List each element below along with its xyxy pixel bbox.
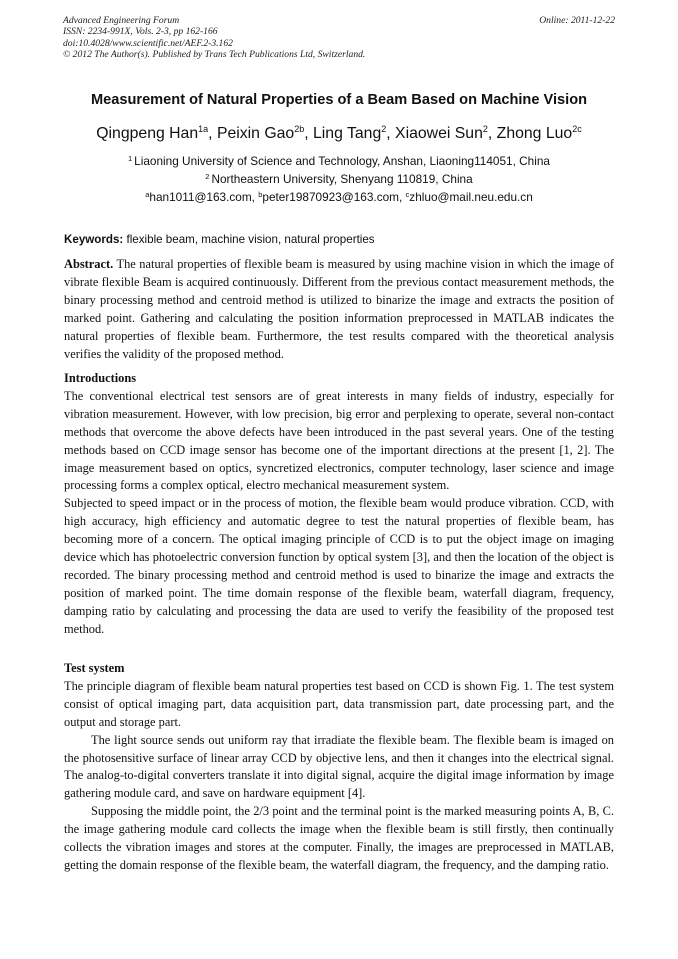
author: Zhong Luo$^{2c}$ [496,124,582,142]
journal-name: Advanced Engineering Forum [63,15,180,26]
abstract [64,256,614,363]
author: Qingpeng Han$^{1a}$, [96,124,217,142]
paragraph: Supposing the middle point, the 2/3 point and the terminal point is the marked measuring points A, B, C. the image gathering module card collects the image when the flexible beam is still firstly, then continually collects the vibration images and stores at the computer. Finally, the images are preprocessed in MATLAB, getting the domain response of the flexible beam, the waterfall diagram, the frequency, and the damping ratio. [64,804,614,872]
section-introductions [64,370,614,639]
affiliation-1: $^1$ Liaoning University of Science and Technology, Anshan, Liaoning114051, China [128,154,550,168]
author: Peixin Gao$^{2b}$, [216,124,314,142]
journal-header [63,15,615,60]
affiliation-2: $^2$ Northeastern University, Shenyang 110819, China [205,172,473,186]
paragraph: The light source sends out uniform ray that irradiate the flexible beam. The flexible beam is imaged on the photosensitive surface of linear array CCD by objective lens, and then it changes into the electrical signal. The analog-to-digital converters translate it into digital signal, acquire the digital image information by image gathering module card, and save on hardware equipment [4]. [64,732,614,801]
paragraph: The principle diagram of flexible beam natural properties test based on CCD is shown Fig. 1. The test system consist of optical imaging part, data acquisition part, data transmission part, date processing part, and the output and storage part. [64,678,614,729]
abstract-text: The natural properties of flexible beam is measured by using machine vision in which the image of vibrate flexible Beam is acquired continuously. Different from the previous contact measurement methods, the binary processing method and centroid method is utilized to binarize the image and extracts the position of marked point. Gathering and calculating the position information preprocessed in MATLAB indicates the natural properties of flexible beam. Furthermore, the test results compared with the theoretical analysis verifies the validity of the proposed method. [64,257,614,361]
section-heading: Test system [64,661,125,675]
section-heading: Introductions [64,371,137,385]
paragraph: Subjected to speed impact or in the process of motion, the flexible beam would produce vibration. CCD, with high accuracy, high efficiency and automatic degree to test the natural properties of flexible beam, has becoming more of a concern. The optical imaging principle of CCD is to put the object image on imaging device which has photoelectric conversion function by optical system [3], and then the location of the object is recorded. The binary processing method and centroid method is used to binarize the image and extracts the position of marked point. The time domain response of the flexible beam, waterfall diagram, frequency, damping ratio by calculating and processing the data are used to verify the feasibility of the proposed test method. [64,496,614,636]
issn-line: ISSN: 2234-991X, Vols. 2-3, pp 162-166 [63,26,218,38]
section-test-system [64,660,614,875]
keywords [64,233,614,247]
email-list: $^a$han1011@163.com, $^b$peter19870923@163.com, $^c$zhluo@mail.neu.edu.cn [145,190,533,204]
abstract-label: Abstract. [64,257,114,271]
doi-line: doi:10.4028/www.scientific.net/AEF.2-3.162 [63,37,233,49]
paragraph: The conventional electrical test sensors are of great interests in many fields of industry, especially for vibration measurement. However, with low precision, big error and perplexing to operate, several non-contact methods that overcome the above defects have been introduced in the past several years. One of the testing methods based on CCD image sensor has become one of the important directions at the present [1, 2]. The image measurement based on optics, syncretized electronics, computer technology, laser science and image processing forms a complex optical, electro mechanical measurement system. [64,388,614,493]
author-list [0,124,678,145]
keywords-text: flexible beam, machine vision, natural properties [123,233,375,246]
email-link[interactable]: zhluo@mail.neu.edu.cn [409,190,533,204]
email-link[interactable]: han1011@163.com, [149,190,259,204]
author: Ling Tang$^2$, [313,124,396,142]
email-link[interactable]: peter19870923@163.com, [262,190,406,204]
copyright-line: © 2012 The Author(s). Published by Trans Tech Publications Ltd, Switzerland. [63,48,366,60]
paper-title: Measurement of Natural Properties of a Beam Based on Machine Vision [90,92,588,108]
keywords-label: Keywords: [64,233,124,246]
author: Xiaowei Sun$^2$, [395,124,497,142]
online-date: Online: 2011-12-22 [539,15,615,26]
